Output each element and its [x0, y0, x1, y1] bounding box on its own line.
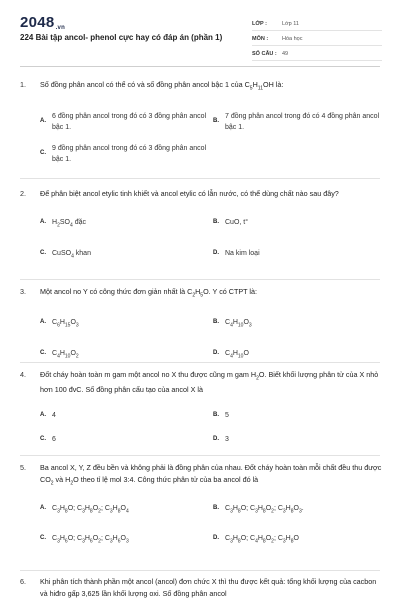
logo-main: 2048 — [20, 14, 55, 31]
question-divider — [20, 455, 380, 456]
meta-label: LỚP : — [252, 21, 267, 27]
question-number: 4. — [20, 370, 26, 379]
option-c[interactable] — [40, 248, 213, 262]
meta-row-subject — [252, 33, 382, 46]
option-letter: C. — [40, 349, 46, 356]
option-b[interactable] — [213, 317, 386, 331]
option-b[interactable] — [213, 503, 386, 517]
option-letter: D. — [213, 349, 219, 356]
option-text: CuO, t° — [225, 219, 249, 226]
meta-value: Lớp 11 — [282, 21, 299, 27]
option-letter: D. — [213, 250, 219, 257]
meta-label: MÔN : — [252, 36, 269, 42]
option-letter: B. — [213, 219, 219, 225]
option-text: $C_3H_8O$; $C_4H_8O_2$; $C_3H_8O$ — [225, 534, 299, 545]
meta-row-count — [252, 48, 382, 61]
page-header — [0, 0, 400, 66]
option-text: Na kim loại — [225, 250, 260, 258]
meta-value: 49 — [282, 51, 289, 57]
option-letter: B. — [213, 412, 219, 419]
option-text: 6 đồng phân ancol trong đó có 3 đồng phân ancol bậc 1. — [52, 113, 207, 132]
option-text: 4 — [52, 412, 56, 420]
option-letter: C. — [40, 534, 46, 541]
option-d[interactable] — [213, 533, 386, 547]
question-1 — [20, 79, 382, 165]
question-number: 5. — [20, 463, 26, 472]
question-2 — [20, 188, 382, 263]
option-letter: B. — [213, 505, 219, 512]
option-letter: D. — [213, 436, 219, 443]
option-text: 6 — [52, 436, 56, 444]
option-letter: C. — [40, 250, 46, 257]
option-letter: A. — [40, 319, 46, 326]
option-d[interactable] — [213, 348, 386, 362]
question-text: Ba ancol X, Y, Z đều bền và không phải là đồng phân của nhau. Đốt cháy hoàn toàn mỗi chất đều thu được $CO_2$ và $H_2O$ theo tỉ lệ mol 3:4. Công thức phân tử của ba ancol đó là — [40, 463, 382, 487]
document-title: 224 Bài tập ancol- phenol cực hay có đáp án (phần 1) — [20, 33, 223, 42]
question-divider — [20, 279, 380, 280]
header-divider — [20, 66, 380, 67]
question-divider — [20, 570, 380, 571]
option-d[interactable] — [213, 434, 386, 445]
option-letter: B. — [213, 118, 219, 125]
option-text: 9 đồng phân ancol trong đó có 3 đồng phân ancol bậc 1. — [52, 145, 207, 164]
option-b[interactable] — [213, 410, 386, 421]
question-5 — [20, 462, 382, 547]
question-text: Để phân biệt ancol etylic tinh khiết và ancol etylic có lẫn nước, có thể dùng chất nào sau đây? — [40, 189, 339, 198]
meta-row-class — [252, 18, 382, 31]
question-3 — [20, 286, 382, 362]
question-text: Khi phân tích thành phần một ancol (ancol) đơn chức X thì thu được kết quả: tổng khối lượng của cacbon và hiđro gấp 3,625 lần khối lượng oxi. Số đồng phân ancol — [40, 577, 377, 598]
question-text: Đốt cháy hoàn toàn m gam một ancol no X thu được cũng m gam $H_2O$. Biết khối lượng phân tử của X nhỏ hơn 100 đvC. Số đồng phân cấu tạo của ancol X là — [40, 370, 379, 395]
option-letter: A. — [40, 412, 46, 419]
option-letter: A. — [40, 118, 46, 125]
option-c[interactable] — [40, 348, 213, 362]
option-text: $C_4H_{10}O$ — [225, 349, 249, 360]
option-letter: A. — [40, 505, 46, 512]
question-divider — [20, 362, 380, 363]
question-divider — [20, 178, 380, 179]
option-text: $C_4H_{10}O_3$ — [225, 319, 252, 329]
option-text: 3 — [225, 436, 229, 444]
option-letter: D. — [213, 534, 219, 541]
option-b[interactable] — [213, 111, 386, 133]
option-d[interactable] — [213, 248, 386, 262]
option-text: $C_6H_{15}O_3$ — [52, 319, 79, 329]
site-logo[interactable] — [20, 14, 65, 31]
option-text: 5 — [225, 412, 229, 420]
option-a[interactable] — [40, 111, 213, 133]
option-a[interactable] — [40, 217, 213, 231]
option-c[interactable] — [40, 533, 213, 547]
question-text: Số đồng phân ancol có thể có và số đồng phân ancol bậc 1 của $C_5H_{11}OH$ là: — [40, 80, 284, 92]
option-a[interactable] — [40, 410, 213, 421]
question-4 — [20, 369, 382, 445]
question-number: 6. — [20, 577, 26, 586]
option-letter: A. — [40, 219, 46, 225]
option-a[interactable] — [40, 503, 213, 517]
option-text: $H_2SO_4$ đặc — [52, 219, 86, 229]
option-text: 7 đồng phân ancol trong đó có 4 đồng phân ancol bậc 1. — [225, 113, 380, 132]
meta-label: SỐ CÂU : — [252, 51, 277, 57]
question-number: 1. — [20, 80, 26, 89]
question-number: 3. — [20, 287, 26, 296]
question-number: 2. — [20, 189, 26, 198]
question-text: Một ancol no Y có công thức đơn giản nhất là $C_2H_5O$. Y có CTPT là: — [40, 287, 258, 299]
meta-value: Hóa học — [282, 36, 303, 42]
option-text: $C_3H_8O$; $C_3H_8O_2$; $C_3H_8O_3$. — [225, 505, 304, 515]
option-c[interactable] — [40, 434, 213, 445]
option-c[interactable] — [40, 143, 213, 165]
question-6 — [20, 576, 382, 600]
option-text: $C_3H_8O$; $C_3H_8O_2$; $C_3H_8O_4$ — [52, 505, 129, 515]
option-text: CuSO$_4$ khan — [52, 250, 91, 260]
option-letter: C. — [40, 150, 46, 157]
option-b[interactable] — [213, 217, 386, 231]
meta-info — [252, 18, 382, 63]
logo-suffix: .vn — [55, 25, 66, 31]
option-text: $C_4H_{10}O_2$ — [52, 349, 79, 360]
option-letter: B. — [213, 319, 219, 326]
option-a[interactable] — [40, 317, 213, 331]
option-text: $C_3H_6O$; $C_3H_6O_2$; $C_3H_6O_3$ — [52, 534, 129, 545]
option-letter: C. — [40, 436, 46, 443]
